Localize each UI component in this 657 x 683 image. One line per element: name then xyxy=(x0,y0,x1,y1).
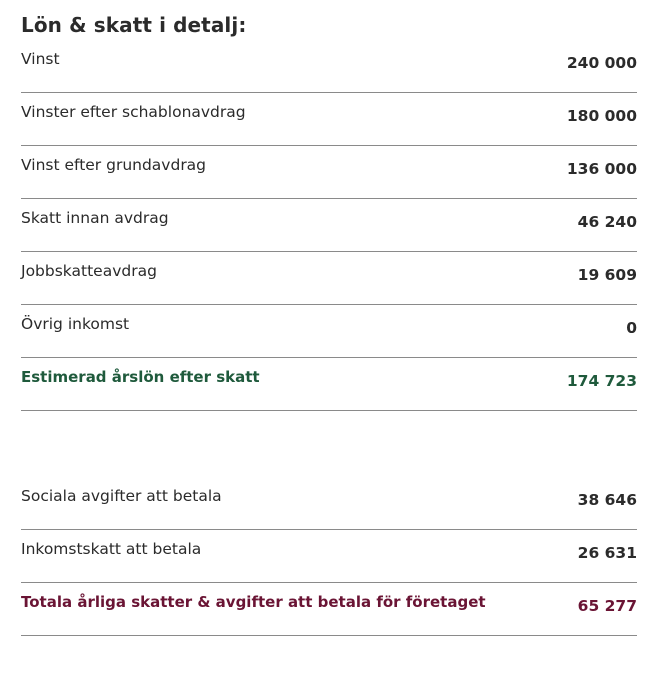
row-vinst xyxy=(21,40,637,93)
row-estimated-net-salary xyxy=(21,358,637,411)
total-value: 174 723 xyxy=(566,372,637,390)
salary-section xyxy=(21,40,637,411)
row-total-company-taxes xyxy=(21,583,637,636)
row-value: 136 000 xyxy=(566,160,637,178)
row-label: Skatt innan avdrag xyxy=(21,209,169,227)
section-spacer xyxy=(21,411,637,477)
row-sociala-avgifter xyxy=(21,477,637,530)
row-value: 38 646 xyxy=(577,491,637,509)
row-label: Sociala avgifter att betala xyxy=(21,487,222,505)
row-vinster-efter-schablonavdrag xyxy=(21,93,637,146)
company-taxes-section xyxy=(21,477,637,636)
row-value: 180 000 xyxy=(566,107,637,125)
row-label: Övrig inkomst xyxy=(21,315,130,333)
page-title: Lön & skatt i detalj: xyxy=(21,13,247,37)
row-label: Inkomstskatt att betala xyxy=(21,540,202,558)
row-value: 19 609 xyxy=(577,266,637,284)
row-label: Vinst efter grundavdrag xyxy=(21,156,207,174)
row-vinst-efter-grundavdrag xyxy=(21,146,637,199)
row-label: Vinst xyxy=(21,50,60,68)
row-label: Jobbskatteavdrag xyxy=(21,262,157,280)
row-inkomstskatt xyxy=(21,530,637,583)
row-skatt-innan-avdrag xyxy=(21,199,637,252)
total-label: Estimerad årslön efter skatt xyxy=(21,368,260,386)
row-ovrig-inkomst xyxy=(21,305,637,358)
row-value: 240 000 xyxy=(566,54,637,72)
total-value: 65 277 xyxy=(577,597,637,615)
total-label: Totala årliga skatter & avgifter att betala för företaget xyxy=(21,593,486,611)
row-value: 26 631 xyxy=(577,544,637,562)
row-label: Vinster efter schablonavdrag xyxy=(21,103,246,121)
row-jobbskatteavdrag xyxy=(21,252,637,305)
row-value: 0 xyxy=(626,319,637,337)
row-value: 46 240 xyxy=(577,213,637,231)
